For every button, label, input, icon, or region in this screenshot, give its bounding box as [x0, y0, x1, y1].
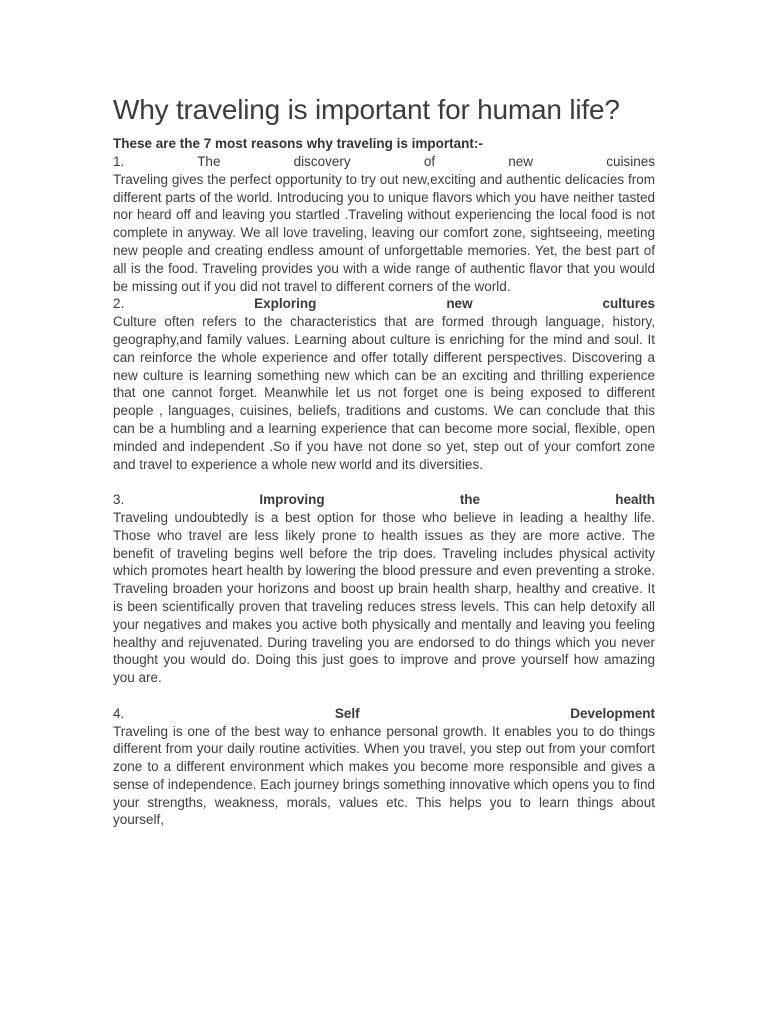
section-body: Culture often refers to the characteristics that are formed through language, history, geography,and family values. Learning about culture is enriching for the mind and soul. It can reinforce the whole experience and offer totally different perspectives. Discovering a new culture is learning something new which can be an exciting and thrilling experience that one cannot forget. Meanwhile let us not forget one is being exposed to different people , languages, cuisines, beliefs, traditions and customs. We can conclude that this can be a humbling and a learning experience that can become more social, flexible, open minded and independent .So if you have not done so yet, step out of your comfort zone and travel to experience a whole new world and its diversities. [113, 314, 655, 472]
section-body: Traveling is one of the best way to enhance personal growth. It enables you to do things different from your daily routine activities. When you travel, you step out from your comfort zone to a different environment which makes you become more responsible and gives a sense of independence. Each journey brings something innovative which opens you to find your strengths, weakness, morals, values etc. This helps you to learn things about yourself, [113, 723, 655, 828]
section-4 [113, 705, 655, 830]
heading-word: health [615, 492, 655, 508]
heading-word: Improving [259, 492, 325, 508]
heading-word: discovery [293, 154, 351, 169]
heading-word: the [459, 492, 481, 508]
section-heading [113, 491, 655, 509]
section-number: 2. [113, 296, 125, 312]
section-number: 4. Self [113, 705, 360, 721]
section-heading [113, 705, 655, 723]
section-number: 3. Improving [113, 492, 325, 508]
document-page [113, 92, 655, 829]
paragraph-gap [113, 687, 655, 705]
heading-word: Exploring [254, 296, 317, 312]
heading-word: The [197, 154, 221, 169]
intro-line: These are the 7 most reasons why traveling is important:- [113, 136, 483, 151]
section-number: 1. [113, 154, 125, 169]
heading-word: Development [570, 705, 655, 721]
section-1 [113, 153, 655, 295]
paragraph-gap [113, 473, 655, 491]
section-2 [113, 295, 655, 473]
heading-word: Self [334, 705, 360, 721]
section-body: Traveling gives the perfect opportunity to try out new,exciting and authentic delicacies from different parts of the world. Introducing you to unique flavors which you have neither tasted nor heard off and leaving you startled .Traveling without experiencing the local food is not complete in anyway. We all love traveling, leaving our comfort zone, sightseeing, meeting new people and creating endless amount of unforgettable memories. Yet, the best part of all is the food. Traveling provides you with a wide range of authentic flavor that you would be missing out if you did not travel to different corners of the world. [113, 171, 655, 294]
document-title: Why traveling is important for human life? [113, 94, 620, 125]
heading-word: new [446, 296, 473, 312]
section-heading [113, 153, 655, 171]
heading-word: new [508, 154, 534, 169]
heading-word: of [423, 154, 436, 169]
heading-word: cultures [602, 296, 655, 312]
heading-word: cuisines [606, 154, 655, 169]
section-3 [113, 491, 655, 687]
section-heading [113, 295, 655, 313]
section-body: Traveling undoubtedly is a best option for those who believe in leading a healthy life. Those who travel are less likely prone to health issues as they are more active. The benefit of traveling begins well before the trip does. Traveling includes physical activity which promotes heart health by lowering the blood pressure and even preventing a stroke. Traveling broaden your horizons and boost up brain health sharp, healthy and creative. It is been scientifically proven that traveling reduces stress levels. This can help detoxify all your negatives and makes you active both physically and mentally and leaving you feeling healthy and rejuvenated. During traveling you are endorsed to do things which you never thought you would do. Doing this just goes to improve and prove yourself how amazing you are. [113, 509, 655, 686]
